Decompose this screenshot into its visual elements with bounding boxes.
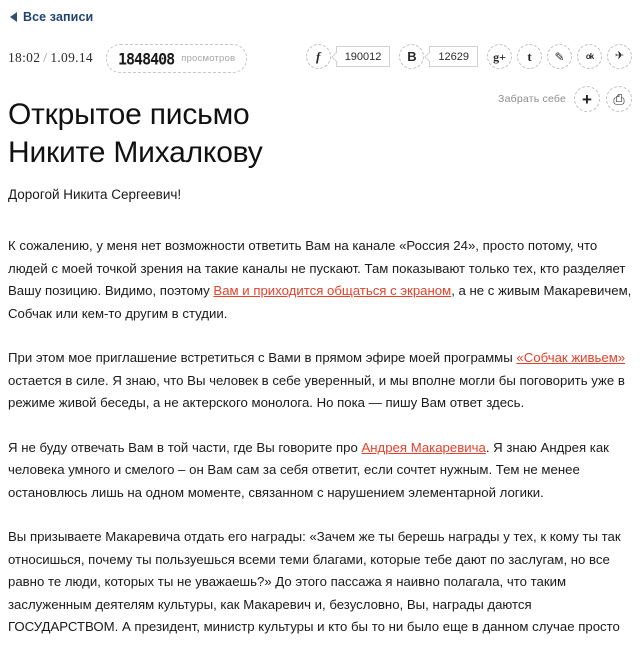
twitter-icon: t — [527, 49, 532, 64]
article-paragraph-2 — [8, 347, 632, 415]
moimir-share-button[interactable] — [607, 44, 632, 69]
back-to-all-posts-label: Все записи — [23, 10, 94, 24]
article-paragraph-3 — [8, 437, 632, 505]
page-title — [8, 96, 632, 173]
pencil-icon: ✎ — [554, 49, 565, 64]
article — [8, 96, 632, 661]
social-share-bar — [306, 44, 632, 69]
andrey-makarevich-link[interactable]: Андрея Макаревича — [361, 439, 486, 455]
vk-icon: B — [407, 49, 417, 64]
facebook-share-count[interactable]: 190012 — [336, 46, 391, 67]
page-title-line-1: Открытое письмо — [8, 98, 250, 131]
views-label: просмотров — [181, 53, 236, 64]
printer-icon: ⎙ — [613, 91, 625, 107]
odnoklassniki-share-button[interactable] — [577, 44, 602, 69]
google-plus-share-button[interactable] — [487, 44, 512, 69]
paragraph-3-text-a: Я не буду отвечать Вам в той части, где Вы говорите про — [8, 439, 362, 455]
left-triangle-icon — [10, 12, 17, 22]
post-meta-bar — [0, 44, 640, 74]
bird-icon: ✈ — [614, 50, 625, 62]
sobchak-live-show-link[interactable]: «Собчак живьем» — [516, 350, 626, 366]
article-paragraph-4: Вы призываете Макаревича отдать его награды: «Зачем же ты берешь награды у тех, к кому ты так относишься, почему ты пользуешься всеми теми благами, которые тебе дают по заслугам, но все равно те люди, которых ты не уважаешь?» До этого пассажа я наивно полагала, что таким заслуженным деятелям культуры, как Макаревич и, безусловно, Вы, награды даются ГОСУДАРСТВОМ. А президент, министр культуры и кто бы то ни было еще в данном случае просто — [8, 529, 621, 635]
screen-communication-link[interactable]: Вам и приходится общаться с экраном — [213, 283, 452, 299]
google-plus-icon: g+ — [493, 49, 506, 64]
facebook-share-button[interactable] — [306, 44, 331, 69]
livejournal-share-button[interactable] — [547, 44, 572, 69]
back-to-all-posts-link[interactable] — [10, 10, 93, 24]
paragraph-3-text-b: . Я знаю Андрея как человека умного и смелого – он Вам сам за себя ответит, если сочтет нужным. Тем не менее остановлюсь лишь на одном моменте, связанном с нарушением элементарной логики. — [8, 439, 609, 500]
page-title-line-2: Никите Михалкову — [8, 136, 263, 170]
post-time: 18:02 — [8, 50, 41, 65]
meta-separator: / — [43, 50, 48, 65]
paragraph-2-text-a: При этом мое приглашение встретиться с Вами в прямом эфире моей программы — [8, 350, 517, 366]
post-date: 1.09.14 — [50, 50, 93, 65]
post-timestamp — [8, 50, 93, 66]
vk-share-count[interactable]: 12629 — [429, 46, 478, 67]
article-paragraph-1 — [8, 235, 632, 325]
paragraph-1-text-b: , а не с живым Макаревичем, Собчак или кем-то другим в студии. — [8, 283, 632, 321]
article-body — [8, 235, 632, 639]
article-lede: Дорогой Никита Сергеевич! — [8, 186, 182, 202]
paragraph-2-text-b: остается в силе. Я знаю, что Вы человек в себе уверенный, и мы вполне могли бы поговорить уже в режиме живой беседы, а не актерского монолога. Но пока — пишу Вам ответ здесь. — [8, 372, 625, 411]
plus-icon: + — [582, 89, 592, 109]
views-count: 1848408 — [118, 48, 175, 69]
views-counter — [106, 44, 247, 73]
odnoklassniki-icon: ok — [585, 51, 594, 61]
vk-share-group — [399, 44, 478, 69]
vk-share-button[interactable] — [399, 44, 424, 69]
twitter-share-button[interactable] — [517, 44, 542, 69]
paragraph-1-text-a: К сожалению, у меня нет возможности ответить Вам на канале «Россия 24», просто потому, что людей с моей точкой зрения на такие каналы не пускают. Там показывают только тех, кто разделяет Вашу позицию. Видимо, поэтому — [8, 238, 626, 299]
take-for-yourself-label: Забрать себе — [498, 93, 566, 105]
facebook-icon: f — [316, 49, 321, 64]
facebook-share-group — [306, 44, 391, 69]
